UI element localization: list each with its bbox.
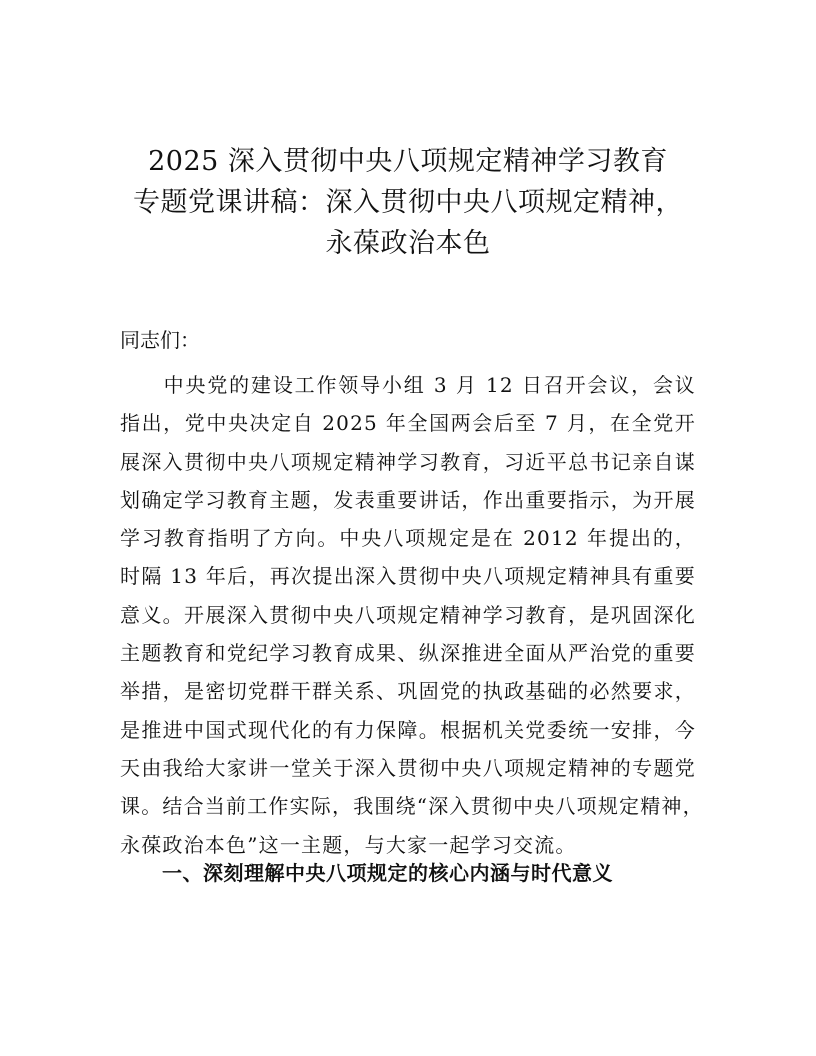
paragraph-line: 是推进中国式现代化的有力保障。根据机关党委统一安排，今 xyxy=(120,717,696,742)
paragraph-line: 课。结合当前工作实际，我围绕“深入贯彻中央八项规定精神， xyxy=(120,794,704,819)
paragraph-line: 展深入贯彻中央八项规定精神学习教育，习近平总书记亲自谋 xyxy=(120,449,696,474)
title-line: 永葆政治本色 xyxy=(325,228,491,259)
paragraph-line: 学习教育指明了方向。中央八项规定是在 2012 年提出的， xyxy=(120,526,696,551)
paragraph-line: 举措，是密切党群干群关系、巩固党的执政基础的必然要求， xyxy=(120,679,696,704)
document-title xyxy=(100,141,716,264)
salutation: 同志们： xyxy=(120,328,200,352)
paragraph-line: 意义。开展深入贯彻中央八项规定精神学习教育，是巩固深化 xyxy=(120,602,696,627)
paragraph-line: 划确定学习教育主题，发表重要讲话，作出重要指示，为开展 xyxy=(120,487,696,512)
title-line: 2025 深入贯彻中央八项规定精神学习教育 xyxy=(148,146,668,177)
body-paragraph xyxy=(120,366,704,864)
paragraph-line: 指出，党中央决定自 2025 年全国两会后至 7 月，在全党开 xyxy=(120,411,696,436)
title-line: 专题党课讲稿：深入贯彻中央八项规定精神， xyxy=(133,187,683,218)
paragraph-line: 主题教育和党纪学习教育成果、纵深推进全面从严治党的重要 xyxy=(120,641,696,666)
section-heading: 一、深刻理解中央八项规定的核心内涵与时代意义 xyxy=(162,861,613,885)
paragraph-line: 中央党的建设工作领导小组 3 月 12 日召开会议，会议 xyxy=(120,373,696,397)
paragraph-line: 时隔 13 年后，再次提出深入贯彻中央八项规定精神具有重要 xyxy=(120,564,696,589)
paragraph-line: 永葆政治本色”这一主题，与大家一起学习交流。 xyxy=(120,832,577,857)
paragraph-line: 天由我给大家讲一堂关于深入贯彻中央八项规定精神的专题党 xyxy=(120,755,696,780)
